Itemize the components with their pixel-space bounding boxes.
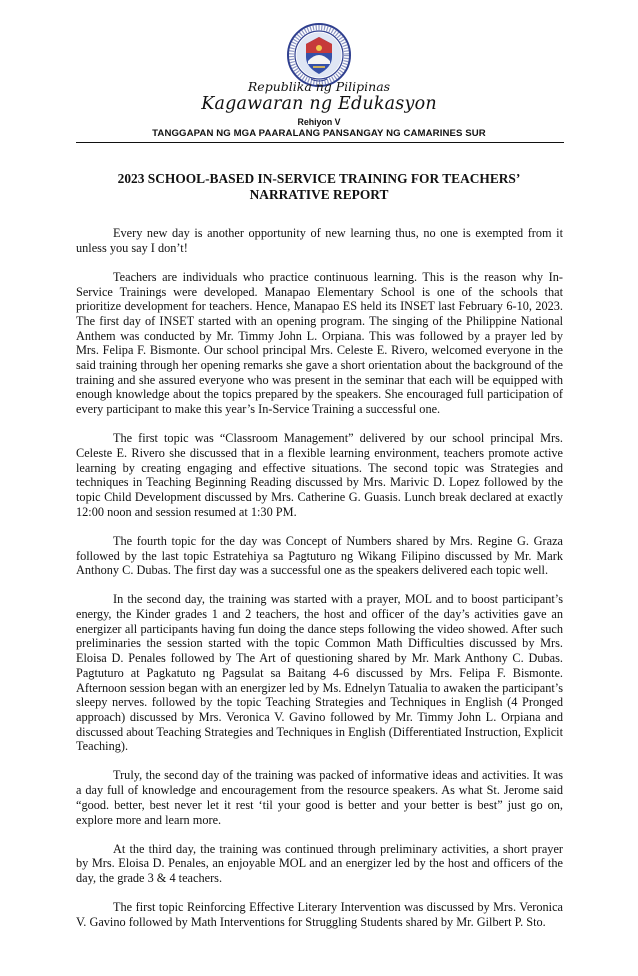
republika-heading: Republika ng Pilipinas xyxy=(247,79,391,94)
paragraph: The first topic Reinforcing Effective Literary Intervention was discussed by Mrs. Veronica V. Gavino followed by Math Interventions for Struggling Students shared by Mr. Gilbert P. Sto. xyxy=(76,900,563,929)
paragraph: At the third day, the training was continued through preliminary activities, a short prayer by Mrs. Eloisa D. Penales, an enjoyable MOL and an energizer led by the host and officers of the day, the grade 3 & 4 teachers. xyxy=(76,841,563,886)
kagawaran-heading: Kagawaran ng Edukasyon xyxy=(201,94,437,114)
paragraph: Truly, the second day of the training was packed of informative ideas and activities. It was a day full of knowledge and encouragement from the resource speakers. As what St. Jerome said “good. better, best never let it rest ‘til your good is better and your better is best” just go on, explore more and learn more. xyxy=(76,768,563,827)
paragraph: Every new day is another opportunity of new learning thus, no one is exempted from it unless you say I don’t! xyxy=(76,226,563,255)
rehiyon-heading: Rehiyon V xyxy=(297,117,341,127)
paragraph: The first topic was “Classroom Management” delivered by our school principal Mrs. Celeste E. Rivero she discussed that in a flexible learning environment, teachers promote active learning by creating engaging and effective situations. The second topic was Strategies and techniques in Teaching Beginning Reading discussed by Mrs. Marivic D. Lopez followed by the topic Child Development discussed by Mrs. Catherine G. Guasis. Lunch break declared at exactly 12:00 noon and session resumed at 1:30 PM. xyxy=(76,431,563,519)
header-divider xyxy=(76,142,564,143)
deped-seal-icon xyxy=(287,23,351,87)
paragraph: The fourth topic for the day was Concept of Numbers shared by Mrs. Regine G. Graza followed by the last topic Estratehiya sa Pagtuturo ng Wikang Filipino discussed by Mr. Mark Anthony C. Dubas. The first day was a successful one as the speakers delivered each topic well. xyxy=(76,533,563,578)
report-title-line-2: NARRATIVE REPORT xyxy=(249,187,389,202)
paragraph: In the second day, the training was started with a prayer, MOL and to boost participant’s energy, the Kinder grades 1 and 2 teachers, the host and officer of the day’s activities gave an energizer all participants having fun doing the dance steps following the video showed. After such preliminaries the session started with the topic Common Math Difficulties discussed by Mrs. Eloisa D. Penales followed by The Art of questioning shared by Mr. Mark Anthony C. Dubas. Pagtuturo at Pagkatuto ng Pagsulat sa Baitang 4-6 discussed by Mrs. Felipa F. Bismonte. Afternoon session began with an energizer led by Ms. Ednelyn Tatualia to awaken the participant’s sleepy nerves. followed by the topic Teaching Strategies and Techniques in English (4 Pronged approach) discussed by Mrs. Veronica V. Gavino followed by Mr. Timmy John L. Orpiana and discussed about Teaching Strategies and Techniques in English (Differentiated Instruction, Explicit Teaching). xyxy=(76,592,563,754)
paragraph: Teachers are individuals who practice continuous learning. This is the reason why In-Service Trainings were developed. Manapao Elementary School is one of the schools that prioritize development for teachers. Hence, Manapao ES held its INSET last February 6-10, 2023. The first day of INSET started with an opening program. The singing of the Philippine National Anthem was conducted by Mr. Timmy John L. Orpiana. This was followed by a prayer led by Mrs. Felipa F. Bismonte. Our school principal Mrs. Celeste E. Rivero, welcomed everyone in the said training through her opening remarks she gave a short orientation about the background of the training and she assured everyone who was present in the seminar that each will be equipped with enough knowledge about the topics prepared by the speakers. She encouraged full participation of every participant to make this year’s In-Service Training a successful one. xyxy=(76,269,563,417)
report-body xyxy=(76,226,563,944)
tanggapan-heading: TANGGAPAN NG MGA PAARALANG PANSANGAY NG CAMARINES SUR xyxy=(152,128,486,139)
report-title-line-1: 2023 SCHOOL-BASED IN-SERVICE TRAINING FOR TEACHERS’ xyxy=(117,171,521,186)
